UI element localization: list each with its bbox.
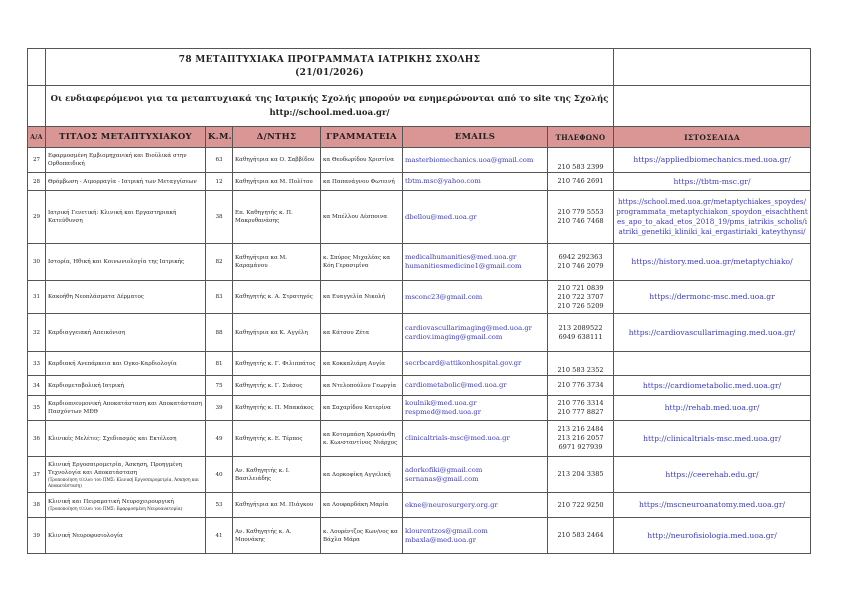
program-emails xyxy=(403,148,548,173)
program-secretariat: κα Δορκοφίκη Αγγελική xyxy=(321,457,403,493)
phone-number: 210 583 2352 xyxy=(557,366,604,374)
program-title-text: Κλινικές Μελέτες: Σχεδιασμός και Εκτέλεση xyxy=(48,435,177,442)
program-director: Επ. Καθηγητής κ. Π. Μακρυθανάσης xyxy=(233,191,321,244)
program-phones xyxy=(548,421,614,457)
program-emails xyxy=(403,173,548,191)
program-emails xyxy=(403,518,548,554)
program-title-text: Ιστορία, Ηθική και Κοινωνιολογία της Ιατρικής xyxy=(48,259,185,265)
row-number: 35 xyxy=(28,396,46,421)
program-title-note: (Τροποποίηση τίτλου του ΠΜΣ: Εφαρμοσμένη Νευροανατομία) xyxy=(48,506,183,511)
program-secretariat: κα Θεοδωρίδου Χριστίνα xyxy=(321,148,403,173)
program-km: 38 xyxy=(206,191,233,244)
phone-number: 213 204 3385 xyxy=(557,470,604,478)
table-row xyxy=(28,191,811,244)
program-website xyxy=(614,191,811,244)
program-website xyxy=(614,421,811,457)
table-row xyxy=(28,376,811,396)
table-row xyxy=(28,281,811,314)
document-title xyxy=(46,49,614,86)
program-km: 88 xyxy=(206,314,233,352)
program-phones xyxy=(548,173,614,191)
program-title xyxy=(46,518,206,554)
program-website xyxy=(614,518,811,554)
website-link[interactable]: https://history.med.uoa.gr/metaptychiako/ xyxy=(631,257,793,266)
program-title-text: Κακοήθη Νεοπλάσματα Δέρματος xyxy=(48,294,144,300)
table-row xyxy=(28,173,811,191)
row-number: 33 xyxy=(28,352,46,376)
program-website xyxy=(614,493,811,518)
program-phones xyxy=(548,376,614,396)
program-title xyxy=(46,376,206,396)
program-km: 82 xyxy=(206,244,233,281)
email-link[interactable]: sernanas@gmail.com xyxy=(405,474,479,483)
email-link[interactable]: cardiovascullarimaging@med.uoa.gr xyxy=(405,323,532,332)
program-secretariat: κ. Σπύρος Μιχαλέας κα Κόη Γερασιμίνα xyxy=(321,244,403,281)
table-row xyxy=(28,518,811,554)
blank-cell xyxy=(614,86,811,127)
program-director: Καθηγητής κ. Γ. Φιλιππάτος xyxy=(233,352,321,376)
program-title xyxy=(46,493,206,518)
row-number: 28 xyxy=(28,173,46,191)
program-km: 39 xyxy=(206,396,233,421)
program-phones xyxy=(548,281,614,314)
program-director: Καθηγητής κ. Π. Μπακάκος xyxy=(233,396,321,421)
program-phones xyxy=(548,244,614,281)
program-director: Καθηγητής κ. Α. Στρατηγός xyxy=(233,281,321,314)
email-link[interactable]: clinicaltrials-msc@med.uoa.gr xyxy=(405,434,510,442)
phone-number: 6949 638111 xyxy=(558,332,603,341)
program-phones xyxy=(548,518,614,554)
program-secretariat: κα Λουφαρδάκη Μαρία xyxy=(321,493,403,518)
program-title xyxy=(46,396,206,421)
program-km: 81 xyxy=(206,352,233,376)
program-km: 41 xyxy=(206,518,233,554)
row-number: 36 xyxy=(28,421,46,457)
program-secretariat: κα Παπανάγνου Φωτεινή xyxy=(321,173,403,191)
phone-number: 213 216 2057 xyxy=(557,434,604,442)
phone-number: 6942 292363 xyxy=(558,253,603,261)
table-body xyxy=(28,148,811,554)
row-number: 30 xyxy=(28,244,46,281)
program-km: 12 xyxy=(206,173,233,191)
row-number: 37 xyxy=(28,457,46,493)
table-row xyxy=(28,421,811,457)
blank-cell xyxy=(614,49,811,86)
program-title-text: Καρδιομεταβολική Ιατρική xyxy=(48,382,124,389)
website-link[interactable]: https://mscneuroanatomy.med.uoa.gr/ xyxy=(638,500,786,509)
website-link[interactable]: http://neurofisiologia.med.uoa.gr/ xyxy=(647,530,777,540)
program-emails xyxy=(403,493,548,518)
phone-number: 210 746 2691 xyxy=(557,177,604,185)
email-link[interactable]: secrbcard@attikonhospital.gov.gr xyxy=(405,359,522,367)
email-link[interactable]: adorkofiki@gmail.com xyxy=(405,465,483,474)
row-number: 39 xyxy=(28,518,46,554)
phone-number: 213 216 2484 xyxy=(557,425,604,433)
program-phones xyxy=(548,148,614,173)
program-title-text: Κλινική Νευροφυσιολογία xyxy=(48,532,123,539)
school-site-link[interactable]: http://school.med.uoa.gr/ xyxy=(269,108,390,118)
row-number: 27 xyxy=(28,148,46,173)
email-link[interactable]: respmed@med.uoa.gr xyxy=(405,408,481,416)
program-title xyxy=(46,314,206,352)
title-date: (21/01/2026) xyxy=(295,68,364,78)
phone-number: 210 746 7468 xyxy=(557,217,604,225)
program-phones xyxy=(548,396,614,421)
program-title xyxy=(46,281,206,314)
email-link[interactable]: masterbiomechanics.uoa@gmail.com xyxy=(405,155,534,164)
website-link[interactable]: https://school.med.uoa.gr/metaptychiakes_spoydes/programmata_metaptychiakon_spoydon_eisachthentes_apo_to_akad_etos_2018_19/pms_iatrikis_scholis/iatriki_genetiki_kliniki_kai_ergastiriaki_kateythynsi/ xyxy=(616,197,808,236)
email-link[interactable]: klourentzos@gmail.com xyxy=(405,526,488,535)
email-link[interactable]: koulnik@med.uoa.gr xyxy=(405,399,477,407)
program-title xyxy=(46,421,206,457)
program-director: Καθηγητής κ. Γ. Σιάσος xyxy=(233,376,321,396)
program-emails xyxy=(403,396,548,421)
program-phones xyxy=(548,191,614,244)
program-emails xyxy=(403,244,548,281)
email-link[interactable]: ekne@neurosurgery.org.gr xyxy=(405,500,498,509)
program-website xyxy=(614,173,811,191)
phone-number: 210 722 9250 xyxy=(557,500,604,509)
table-row xyxy=(28,352,811,376)
program-km: 83 xyxy=(206,281,233,314)
program-secretariat: κ. Λουρέντζος Κων/νος κα Βάχλα Μάρα xyxy=(321,518,403,554)
phone-number: 210 779 5553 xyxy=(557,208,604,216)
program-secretariat: κα Ευαγγελία Νικολή xyxy=(321,281,403,314)
program-title xyxy=(46,457,206,493)
table-row xyxy=(28,314,811,352)
table-row xyxy=(28,457,811,493)
program-director: Καθηγητής κ. Ε. Τέρπος xyxy=(233,421,321,457)
program-secretariat: κα Κάτσου Ζέτα xyxy=(321,314,403,352)
website-link[interactable]: http://rehab.med.uoa.gr/ xyxy=(664,403,760,412)
program-title xyxy=(46,173,206,191)
program-title xyxy=(46,352,206,376)
email-link[interactable]: msconc23@gmail.com xyxy=(405,292,483,301)
subtitle-text: Οι ενδιαφερόμενοι για τα μεταπτυχιακά της Ιατρικής Σχολής μπορούν να ενημερώνονται από το site της Σχολής xyxy=(50,94,609,104)
phone-number: 210 777 8827 xyxy=(557,408,604,416)
col-header-website: ΙΣΤΟΣΕΛΙΔΑ xyxy=(614,127,811,148)
email-link[interactable]: mbaxla@med.uoa.gr xyxy=(405,535,476,544)
program-phones xyxy=(548,352,614,376)
website-link[interactable]: https://cardiometabolic.med.uoa.gr/ xyxy=(642,380,782,390)
program-website xyxy=(614,457,811,493)
phone-number: 210 721 0839 xyxy=(557,283,604,292)
phone-number: 210 726 5209 xyxy=(557,301,604,310)
phone-number: 210 722 3707 xyxy=(557,292,604,301)
col-header-secretariat: ΓΡΑΜΜΑΤΕΙΑ xyxy=(321,127,403,148)
website-link[interactable]: https://dermonc-msc.med.uoa.gr xyxy=(649,292,775,301)
program-website xyxy=(614,148,811,173)
email-link[interactable]: cardiometabolic@med.uoa.gr xyxy=(405,381,507,389)
website-link[interactable]: https://appliedbiomechanics.med.uoa.gr/ xyxy=(633,155,791,164)
program-km: 53 xyxy=(206,493,233,518)
phone-number: 213 2089522 xyxy=(558,323,603,332)
col-header-director: Δ/ΝΤΗΣ xyxy=(233,127,321,148)
subtitle-row xyxy=(28,86,811,127)
phone-number: 210 776 3314 xyxy=(557,399,604,407)
program-km: 63 xyxy=(206,148,233,173)
row-number: 29 xyxy=(28,191,46,244)
col-header-km: Κ.Μ. xyxy=(206,127,233,148)
col-header-emails: EMAILS xyxy=(403,127,548,148)
program-emails xyxy=(403,191,548,244)
program-title-text: Θρόμβωση - Αιμορραγία - Ιατρική των Μεταγγίσεων xyxy=(48,178,197,185)
program-km: 75 xyxy=(206,376,233,396)
program-title-text: Καρδιοπνευμονική Αποκατάσταση και Αποκατάσταση Πασχόντων ΜΕΘ xyxy=(48,401,202,415)
program-title-note: (Τροποποίηση τίτλου του ΠΜΣ: Κλινική Εργοσπιρομετρία, Άσκηση και Αποκατάσταση) xyxy=(48,476,199,488)
program-secretariat: κα Κοκκαλιάρη Αυγία xyxy=(321,352,403,376)
program-director: Καθηγήτρια κα Μ. Καραμάνου xyxy=(233,244,321,281)
program-title-text: Κλινική Εργοσπιρομετρία, Άσκηση, Προηγμένη Τεχνολογία και Αποκατάσταση xyxy=(48,461,182,476)
blank-cell xyxy=(28,86,46,127)
program-phones xyxy=(548,314,614,352)
column-header-row xyxy=(28,127,811,148)
row-number: 38 xyxy=(28,493,46,518)
table-row xyxy=(28,396,811,421)
program-emails xyxy=(403,314,548,352)
program-director: Καθηγήτρια κα Μ. Πιάγκου xyxy=(233,493,321,518)
email-link[interactable]: medicalhumanities@med.uoa.gr xyxy=(405,253,517,261)
email-link[interactable]: cardiov.imaging@gmail.com xyxy=(405,332,503,341)
program-km: 40 xyxy=(206,457,233,493)
program-director: Καθηγήτρια κα Ο. Σαββίδου xyxy=(233,148,321,173)
program-website xyxy=(614,281,811,314)
table-row xyxy=(28,493,811,518)
title-line-1: 78 ΜΕΤΑΠΤΥΧΙΑΚΑ ΠΡΟΓΡΑΜΜΑΤΑ ΙΑΤΡΙΚΗΣ ΣΧΟΛΗΣ xyxy=(178,55,481,65)
email-link[interactable]: humanitiesmedicine1@gmail.com xyxy=(405,262,522,270)
program-director: Καθηγήτρια κα Κ. Αγγέλη xyxy=(233,314,321,352)
program-secretariat: κα Σαχαρίδου Κατερίνα xyxy=(321,396,403,421)
program-title-text: Καρδιαγγειακή Απεικόνιση xyxy=(48,329,126,336)
email-link[interactable]: tbtm.msc@yahoo.com xyxy=(405,177,481,185)
phone-number: 210 583 2464 xyxy=(557,531,604,539)
phone-number: 210 746 2079 xyxy=(557,262,604,270)
program-title-text: Εφαρμοσμένη Εμβιομηχανική και Βιοϋλικά στην Ορθοπαιδική xyxy=(48,153,187,167)
program-title-text: Ιατρική Γενετική: Κλινική και Εργαστηριακή Κατεύθυνση xyxy=(48,210,177,224)
program-title-text: Κλινική και Πειραματική Νευροχειρουργική xyxy=(48,499,174,505)
program-emails xyxy=(403,352,548,376)
email-link[interactable]: dbellou@med.uoa.gr xyxy=(405,212,477,221)
program-website xyxy=(614,396,811,421)
row-number: 34 xyxy=(28,376,46,396)
row-number: 31 xyxy=(28,281,46,314)
table-row xyxy=(28,148,811,173)
document-subtitle xyxy=(46,86,614,127)
program-secretariat: κα Ντελοπούλου Γεωργία xyxy=(321,376,403,396)
row-number: 32 xyxy=(28,314,46,352)
website-link[interactable]: http://clinicaltrials-msc.med.uoa.gr/ xyxy=(643,433,781,443)
program-title-text: Καρδιακή Ανεπάρκεια και Ογκο-Καρδιολογία xyxy=(48,360,177,367)
table-row xyxy=(28,244,811,281)
col-header-phone: ΤΗΛΕΦΩΝΟ xyxy=(548,127,614,148)
program-secretariat: κα Μπέλλου Δέσποινα xyxy=(321,191,403,244)
title-row xyxy=(28,49,811,86)
col-header-title: ΤΙΤΛΟΣ ΜΕΤΑΠΤΥΧΙΑΚΟΥ xyxy=(46,127,206,148)
phone-number: 210 583 2399 xyxy=(557,163,604,171)
program-emails xyxy=(403,376,548,396)
program-director: Καθηγήτρια κα Μ. Πολίτου xyxy=(233,173,321,191)
program-km: 49 xyxy=(206,421,233,457)
program-phones xyxy=(548,493,614,518)
phone-number: 6971 927939 xyxy=(558,443,603,451)
program-emails xyxy=(403,457,548,493)
program-title xyxy=(46,244,206,281)
program-title xyxy=(46,191,206,244)
program-secretariat: κα Κοταμπάση Χρυσάνθη κ. Κωνσταντίνος Νιάρχος xyxy=(321,421,403,457)
program-website xyxy=(614,314,811,352)
program-website xyxy=(614,376,811,396)
blank-cell xyxy=(28,49,46,86)
program-director: Αν. Καθηγητής κ. Ι. Βασιλειάδης xyxy=(233,457,321,493)
website-link[interactable]: https://ceerehab.edu.gr/ xyxy=(665,469,759,479)
program-emails xyxy=(403,421,548,457)
program-phones xyxy=(548,457,614,493)
program-title xyxy=(46,148,206,173)
phone-number: 210 776 3734 xyxy=(557,381,604,389)
website-link[interactable]: https://cardiovascullarimaging.med.uoa.gr/ xyxy=(628,327,796,337)
program-website xyxy=(614,244,811,281)
program-director: Αν. Καθηγητής κ. Α. Μπονάκης xyxy=(233,518,321,554)
program-emails xyxy=(403,281,548,314)
website-link[interactable]: https://tbtm-msc.gr/ xyxy=(673,176,751,186)
programs-table xyxy=(27,48,811,554)
program-website xyxy=(614,352,811,376)
col-header-aa: Α/Α xyxy=(28,127,46,148)
